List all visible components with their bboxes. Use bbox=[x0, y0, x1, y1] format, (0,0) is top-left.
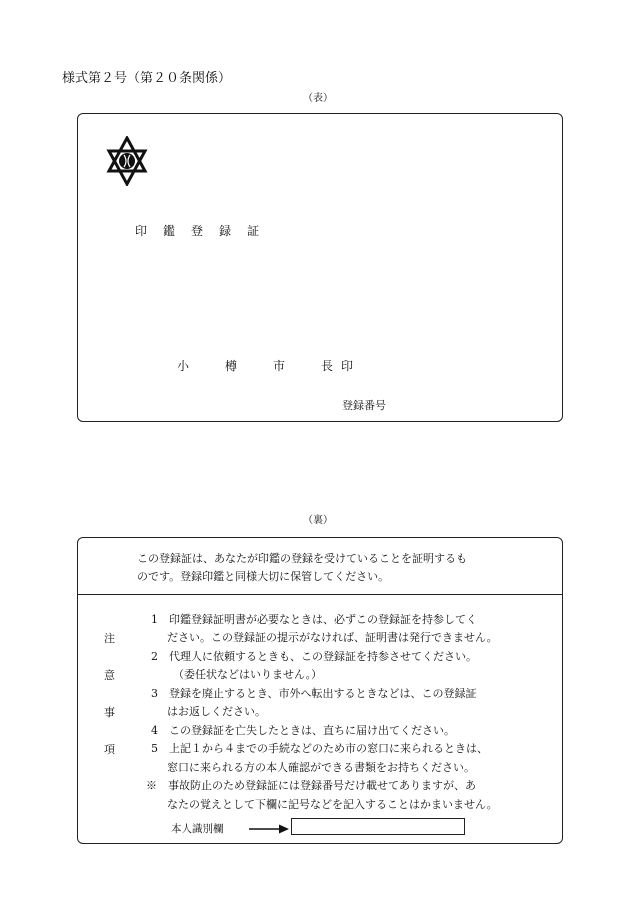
notes-label-char: 意 bbox=[104, 669, 115, 682]
note-line: （委任状などはいりません。） bbox=[173, 668, 323, 681]
notes-label-char: 事 bbox=[104, 706, 115, 719]
note-line: 2 代理人に依頼するときも、この登録証を持参させてください。 bbox=[151, 650, 477, 663]
form-number: 様式第２号（第２０条関係） bbox=[62, 71, 232, 86]
title-char: 鑑 bbox=[163, 224, 176, 238]
mayor-char: 長 bbox=[321, 359, 334, 373]
front-side-label: （表） bbox=[303, 93, 333, 104]
note-line: 4 この登録証を亡失したときは、直ちに届け出てください。 bbox=[151, 724, 455, 737]
note-line: なたの覚えとして下欄に記号などを記入することはかまいません。 bbox=[167, 798, 498, 811]
note-line: 3 登録を廃止するとき、市外へ転出するときなどは、この登録証 bbox=[151, 687, 477, 700]
mayor-char: 樽 bbox=[225, 359, 238, 373]
note-line: 5 上記１から４までの手続などのため市の窓口に来られるときは、 bbox=[151, 742, 488, 755]
notes-label-char: 項 bbox=[104, 743, 115, 756]
title-char: 印 bbox=[135, 224, 148, 238]
certificate-back bbox=[77, 537, 563, 844]
back-side-label: （裏） bbox=[303, 515, 333, 526]
mayor-seal-line bbox=[177, 357, 353, 374]
note-line: ださい。この登録証の提示がなければ、証明書は発行できません。 bbox=[167, 631, 498, 644]
otaru-city-emblem-icon bbox=[105, 136, 149, 186]
intro-line: この登録証は、あなたが印鑑の登録を受けていることを証明するも bbox=[137, 552, 467, 565]
note-line: はお返しください。 bbox=[167, 705, 266, 718]
identification-field[interactable] bbox=[291, 818, 465, 835]
note-line: 窓口に来られる方の本人確認ができる書類をお持ちください。 bbox=[167, 761, 475, 774]
certificate-front bbox=[77, 113, 563, 422]
mayor-char: 小 bbox=[177, 359, 190, 373]
title-char: 登 bbox=[191, 224, 204, 238]
identification-label: 本人識別欄 bbox=[171, 823, 224, 835]
mayor-char: 市 bbox=[273, 359, 286, 373]
certificate-title bbox=[135, 222, 275, 239]
notes-label-char: 注 bbox=[104, 632, 115, 645]
note-line: ※ 事故防止のため登録証には登録番号だけ載せてありますが、あ bbox=[146, 779, 476, 792]
section-divider bbox=[78, 594, 562, 595]
intro-line: のです。登録印鑑と同様大切に保管してください。 bbox=[137, 570, 390, 583]
mayor-char: 印 bbox=[341, 359, 354, 373]
title-char: 証 bbox=[247, 224, 260, 238]
arrow-right-icon bbox=[249, 823, 289, 835]
title-char: 録 bbox=[219, 224, 232, 238]
note-line: 1 印鑑登録証明書が必要なときは、必ずこの登録証を持参してく bbox=[151, 613, 477, 626]
intro-text bbox=[137, 550, 467, 586]
registration-number-label: 登録番号 bbox=[342, 399, 386, 412]
